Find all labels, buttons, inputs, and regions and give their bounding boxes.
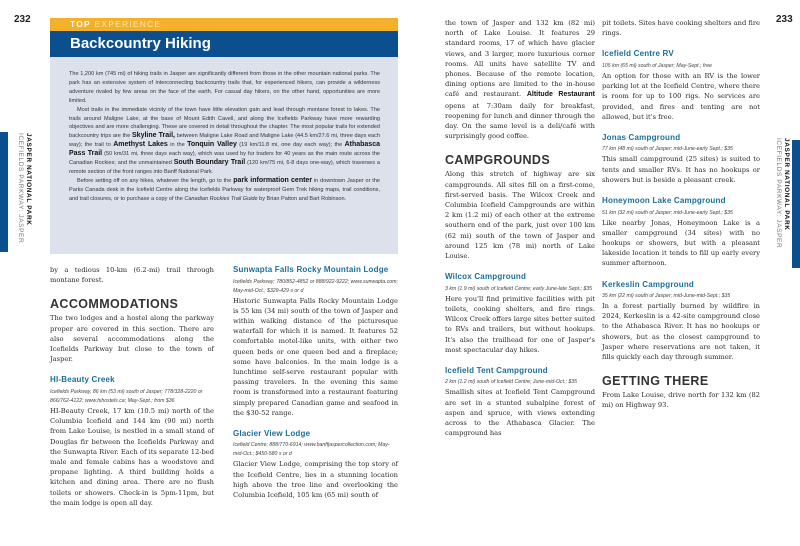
running-head-title: JASPER NATIONAL PARK	[783, 138, 790, 231]
section-intro: Along this stretch of highway are six campgrounds. All sites fill on a first-come, first-served basis. The Wilcox Creek and Columbia Icefield Campgrounds are within 2 km (1.2 mi) of each other at the extreme southern end of the park, just over 100 km (62 mi) south of the town of Jasper and around 125 km (78 mi) north of Lake Louise.	[445, 170, 595, 261]
continued-text: by a tedious 10-km (6.2-mi) trail through montane forest.	[50, 266, 214, 285]
listing-name: Sunwapta Falls Rocky Mountain Lodge	[233, 265, 389, 274]
feature-kicker	[50, 18, 398, 31]
feature-paragraph: Before setting off on any hikes, whatever the length, go to the park information center in downtown Jasper or the Parks Canada desk in the Icefield Centre along the Icefields Parkway for waterproof Gem Trek hiking maps, trail conditions, and trail closures, or to purchase a copy of the Canadian Rockies Trail Guide by Brian Patton and Bart Robinson.	[69, 176, 381, 202]
trail-name: Athabasca Pass Trail	[69, 141, 380, 158]
listing-body: Glacier View Lodge, comprising the top story of the Icefield Centre, lies in a stunning location high above the tree line and overlooking the Columbia Icefield, 105 km (65 mi) south of	[233, 460, 398, 500]
section-heading-accommodations: ACCOMMODATIONS	[50, 297, 179, 312]
listing-name: Icefield Tent Campground	[445, 365, 548, 375]
top-experience-feature-box	[50, 18, 398, 254]
listing-meta: 35 km (22 mi) south of Jasper; mid-June-mid-Sept.; $35	[602, 293, 731, 300]
page-number-right: 233	[776, 14, 793, 25]
chapter-tab-right	[792, 140, 800, 268]
feature-paragraph: Most trails in the immediate vicinity of the town have little elevation gain and lead through montane forest to lakes. The trails around Maligne Lake, at the base of Mount Edith Cavell, and along the Icefields Parkway have more rewarding objectives and are more challenging. These are covered in detail throughout the chapter. The most popular trails for extended backcountry trips are the Skyline Trail, between Maligne Lake Road and Maligne Lake (44.5 km/27.6 mi, three days each way); the trail to Amethyst Lakes in the Tonquin Valley (19 km/11.8 mi, one day each way); the Athabasca Pass Trail (50 km/31 mi, three days each way), which was used by fur traders for 40 years as the main route across the Canadian Rockies; and the unmaintained South Boundary Trail (120 km/75 mi, 6-8 days one-way), which traverses a remote section of the front ranges into Banff National Park.	[69, 106, 380, 175]
place-name: park information center	[233, 176, 313, 184]
continued-text: the town of Jasper and 132 km (82 mi) north of Lake Louise. It features 29 standard rooms, 17 of which have glacier views, and 3 larger, more luxurious corner rooms. All units have satellite TV and phones. Because of the remote location, dining options are limited to the in-house café and restaurant. Altitude Restaurant opens at 7:30am daily for breakfast, reopening for lunch and dinner through the day. On the same level is a deli/café with surprisingly good coffee.	[445, 19, 595, 141]
listing-name: Honeymoon Lake Campground	[602, 196, 726, 206]
continued-text: pit toilets. Sites have cooking shelters and fire rings.	[602, 19, 760, 38]
running-head-right	[774, 138, 790, 248]
listing-body: This small campground (25 sites) is suited to tents and smaller RVs. It has no hookups or showers but is beside a pleasant creek.	[602, 155, 760, 184]
listing-meta: 2 km (1.2 mi) south of Icefield Centre; June-mid-Oct.; $35	[445, 379, 578, 386]
listing-meta: Icefields Parkway; 780/852-4852 or 888/922-9222; www.sunwapta.com; May-mid-Oct.; $329-429 s or d	[233, 278, 398, 294]
kicker-experience: EXPERIENCE	[90, 19, 162, 29]
listing-body: Historic Sunwapta Falls Rocky Mountain Lodge is 55 km (34 mi) south of the town of Jasper and within walking distance of the picturesque waterfall for which it is named. It features 52 comfortable motel-like units, with either two queen beds or one queen bed and a fireplace; some have balconies. In the main lodge is a lunchtime self-serve restaurant popular with passing travelers. In the evening this same room is transformed into a restaurant featuring simply prepared Canadian game and seafood in the $30-52 range.	[233, 296, 398, 417]
running-head-left	[16, 133, 32, 243]
section-heading-campgrounds: CAMPGROUNDS	[445, 153, 551, 168]
trail-name: Amethyst Lakes	[113, 141, 168, 149]
column-3	[445, 18, 595, 439]
trail-name: Tonquin Valley	[187, 141, 237, 149]
listing-name: Kerkeslin Campground	[602, 279, 695, 289]
kicker-top: TOP	[70, 19, 91, 29]
listing-body: HI-Beauty Creek, 17 km (10.5 mi) north of the Columbia Icefield and 144 km (90 mi) north from Lake Louise, is nestled in a small stand of Douglas fir between the Icefields Parkway and the Sunwapta River. Each of its separate 12-bed male and female cabins has a woodstove and propane lighting. A third building holds a kitchen and dining area. There are no flush toilets or showers. Check-in is 5pm-11pm, but the main lodge is open all day.	[50, 406, 214, 507]
listing-body: Smallish sites at Icefield Tent Campground are set in a stunted subalpine forest of aspen and spruce, with views extending across to the Athabasca Glacier. The campground has	[445, 388, 595, 438]
listing-name: Wilcox Campground	[445, 272, 527, 282]
running-head-title: JASPER NATIONAL PARK	[25, 133, 32, 226]
feature-title: Backcountry Hiking	[50, 31, 398, 57]
feature-body	[50, 57, 398, 204]
listing-name: Icefield Centre RV	[602, 49, 674, 59]
section-body: From Lake Louise, drive north for 132 km (82 mi) on Highway 93.	[602, 391, 760, 410]
listing-meta: 3 km (1.9 mi) south of Icefield Centre; early June-late Sept.; $35	[445, 285, 593, 292]
listing-body: Here you'll find primitive facilities with pit toilets, cooking shelters, and fire rings. Wilcox Creek offers large sites better suited to RVs and trailers, but without hookups. It's also the trailhead for one of Jasper's most spectacular day hikes.	[445, 294, 595, 354]
listing-name: Glacier View Lodge	[233, 428, 311, 438]
chapter-tab-left	[0, 132, 8, 252]
column-2	[233, 265, 398, 500]
listing-body: In a forest partially burned by wildfire in 2024, Kerkeslin is a 42-site campground close to the Athabasca River. It has no hookups or showers, but as the closest campground to Jasper where reservations are not taken, it fills quickly each day through summer.	[602, 302, 760, 362]
listing-meta: 77 km (48 mi) south of Jasper; mid-June-early Sept.; $35	[602, 146, 733, 153]
page-number-left: 232	[14, 14, 31, 25]
listing-body: Like nearby Jonas, Honeymoon Lake is a smaller campground (34 sites) with no hookups or showers, but with a pleasant lakeside location it tends to fill up early every summer afternoon.	[602, 218, 760, 268]
restaurant-name: Altitude Restaurant	[526, 91, 595, 99]
running-head-subtitle: ICEFIELDS PARKWAY: JASPER	[17, 133, 24, 244]
listing-meta: 51 km (32 mi) south of Jasper; mid-June-early Sept.; $35	[602, 209, 733, 216]
listing-meta: 105 km (65 mi) south of Jasper; May-Sept.; free	[602, 62, 712, 69]
column-1	[50, 265, 214, 508]
section-heading-getting-there: GETTING THERE	[602, 374, 709, 389]
section-intro: The two lodges and a hostel along the parkway proper are covered in this section. There are also several accommodations along the Icefields Parkway but close to the town of Jasper.	[50, 314, 214, 364]
column-4	[602, 18, 760, 411]
trail-name: Skyline Trail,	[132, 132, 175, 140]
running-head-subtitle: ICEFIELDS PARKWAY: JASPER	[775, 138, 782, 249]
listing-name: Jonas Campground	[602, 132, 681, 142]
trail-name: South Boundary Trail	[173, 159, 246, 167]
listing-name: HI-Beauty Creek	[50, 375, 115, 385]
listing-body: An option for those with an RV is the lower parking lot at the Icefield Centre, where there is room for up to 100 rigs. No services are provided, and fires and tenting are not allowed, but it's free.	[602, 71, 760, 121]
book-title: Canadian Rockies Trail Guide	[184, 195, 258, 202]
listing-meta: Icefields Parkway, 86 km (53 mi) south of Jasper; 778/328-2220 or 866/762-4122; www.hihostels.ca; May-Sept.; from $36	[50, 388, 203, 404]
listing-meta: Icefield Centre; 888/770-6914; www.banffjaspercollection.com; May-mid-Oct.; $450-580 s or d	[233, 442, 390, 458]
feature-paragraph: The 1,200 km (745 mi) of hiking trails in Jasper are significantly different from those in the other mountain national parks. The park has an extensive system of interconnecting backcountry trails that, for experienced hikers, can provide a wilderness adventure rivaled by few areas on the face of the earth. For casual day hikers, on the other hand, opportunities are more limited.	[69, 71, 380, 104]
